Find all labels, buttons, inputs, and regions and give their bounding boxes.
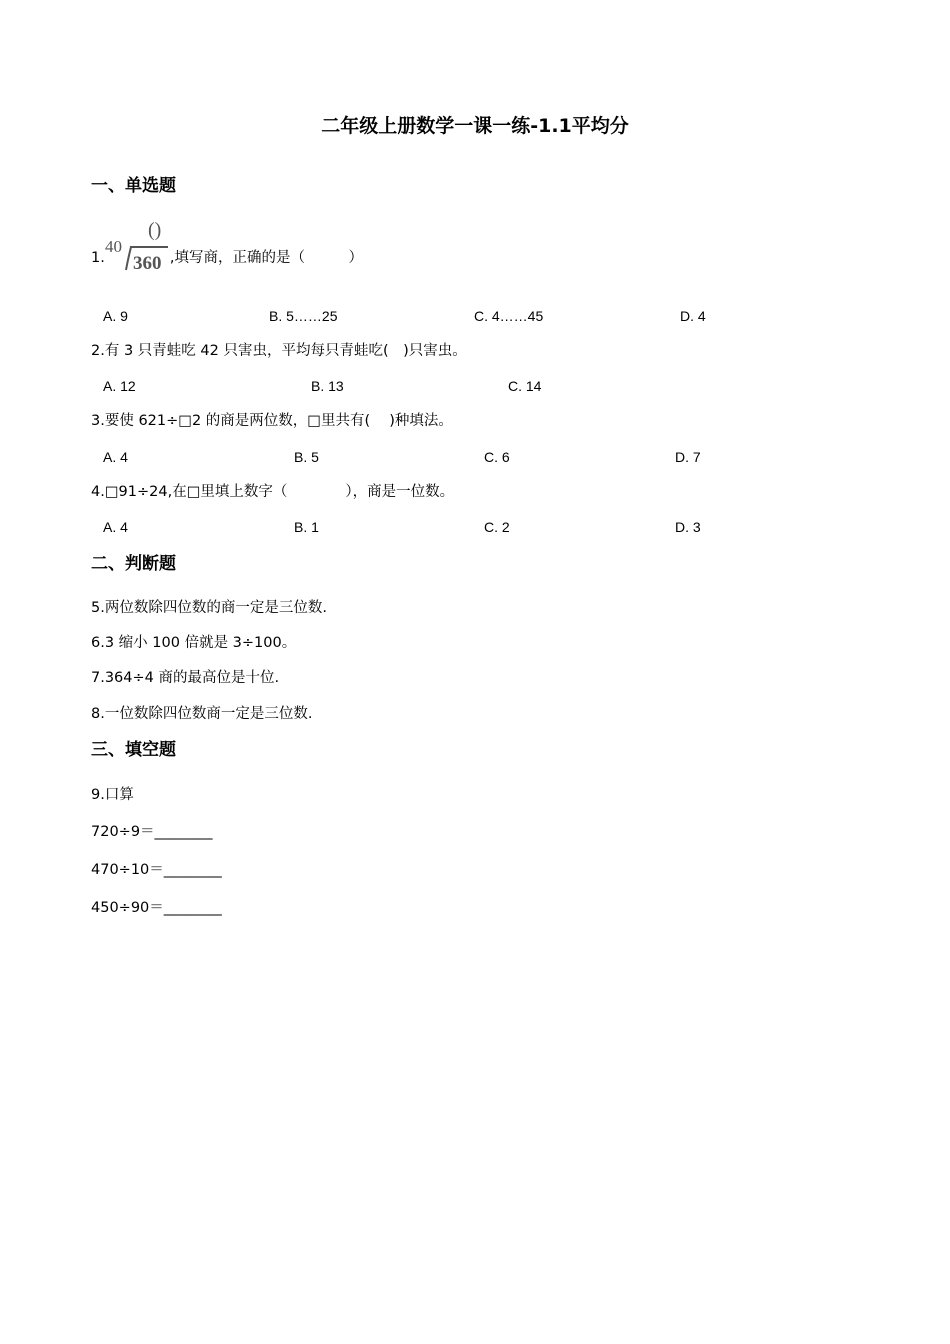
q2-option-c[interactable]: C. 14 (508, 378, 542, 394)
fill-line-3[interactable]: 450÷90＝________ (91, 900, 222, 916)
q4-option-b[interactable]: B. 1 (294, 519, 319, 535)
q3-option-d[interactable]: D. 7 (675, 449, 701, 465)
division-quotient: () (147, 219, 162, 241)
question-5: 5.两位数除四位数的商一定是三位数. (91, 600, 327, 616)
question-4: 4.□91÷24,在□里填上数字（ ），商是一位数。 (91, 484, 455, 500)
section-heading-true-false: 二、判断题 (91, 554, 176, 574)
q1-option-a[interactable]: A. 9 (103, 308, 128, 324)
long-division-figure (105, 214, 169, 272)
q1-option-b[interactable]: B. 5……25 (269, 308, 338, 324)
question-1-number: 1. (91, 250, 105, 266)
q1-option-d[interactable]: D. 4 (680, 308, 706, 324)
q2-option-a[interactable]: A. 12 (103, 378, 136, 394)
question-7: 7.364÷4 商的最高位是十位. (91, 670, 280, 686)
section-heading-single-choice: 一、单选题 (91, 176, 176, 196)
question-8: 8.一位数除四位数商一定是三位数. (91, 706, 313, 722)
q4-option-a[interactable]: A. 4 (103, 519, 128, 535)
page-title: 二年级上册数学一课一练-1.1平均分 (321, 115, 629, 137)
q3-option-b[interactable]: B. 5 (294, 449, 319, 465)
q4-option-d[interactable]: D. 3 (675, 519, 701, 535)
q3-option-c[interactable]: C. 6 (484, 449, 510, 465)
question-9: 9.口算 (91, 787, 134, 803)
question-2: 2.有 3 只青蛙吃 42 只害虫，平均每只青蛙吃( )只害虫。 (91, 343, 467, 359)
q4-option-c[interactable]: C. 2 (484, 519, 510, 535)
section-heading-fill-blank: 三、填空题 (91, 740, 176, 760)
question-6: 6.3 缩小 100 倍就是 3÷100。 (91, 635, 297, 651)
question-1 (91, 214, 363, 272)
q1-option-c[interactable]: C. 4……45 (474, 308, 544, 324)
question-3: 3.要使 621÷□2 的商是两位数，□里共有( )种填法。 (91, 413, 453, 429)
q2-option-b[interactable]: B. 13 (311, 378, 344, 394)
division-divisor: 40 (104, 237, 122, 256)
fill-line-2[interactable]: 470÷10＝________ (91, 862, 222, 878)
question-1-text: ,填写商，正确的是（ ） (169, 250, 363, 266)
division-dividend: 360 (132, 253, 162, 272)
fill-line-1[interactable]: 720÷9＝________ (91, 824, 213, 840)
q3-option-a[interactable]: A. 4 (103, 449, 128, 465)
